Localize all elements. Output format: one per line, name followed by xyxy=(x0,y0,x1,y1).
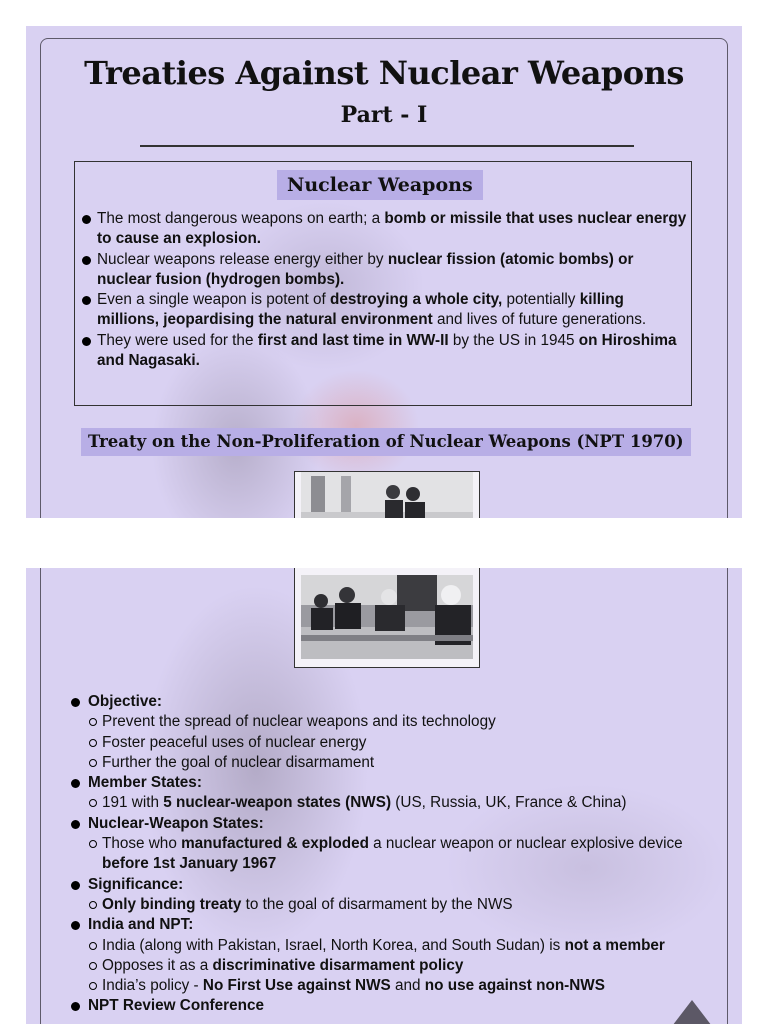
section-label: Significance: xyxy=(88,875,184,893)
text: Further the goal of nuclear disarmament xyxy=(102,753,375,771)
sub-item xyxy=(70,733,710,753)
bold-text: killing millions, jeopardising the natural environment xyxy=(97,291,624,329)
text: Those who xyxy=(102,835,182,853)
text: (US, Russia, UK, France & China) xyxy=(391,794,627,812)
text: They were used for the xyxy=(97,331,258,349)
text: Even a single weapon is potent of xyxy=(97,291,331,309)
signing-photo xyxy=(294,568,480,668)
signing-photo-image xyxy=(301,472,473,518)
bold-text: destroying a whole city, xyxy=(330,291,503,309)
text: a nuclear weapon or nuclear explosive device xyxy=(368,835,683,853)
text: Prevent the spread of nuclear weapons and its technology xyxy=(102,713,496,731)
bold-text: not a member xyxy=(564,936,665,954)
text: The most dangerous weapons on earth; a xyxy=(97,210,385,227)
section-label: India and NPT: xyxy=(88,916,194,934)
page-subtitle: Part - I xyxy=(340,102,428,128)
bullet-item xyxy=(81,290,687,331)
text: to the goal of disarmament by the NWS xyxy=(241,895,513,913)
section-item xyxy=(70,773,710,814)
sub-item xyxy=(70,712,710,732)
signing-photo xyxy=(294,471,480,518)
text: Nuclear weapons release energy either by xyxy=(97,250,388,268)
section-item xyxy=(70,875,710,916)
section-item xyxy=(70,692,710,773)
sub-item xyxy=(70,834,710,875)
sub-item xyxy=(70,793,710,813)
bold-text: first and last time in WW-II xyxy=(257,331,449,349)
box-heading: Nuclear Weapons xyxy=(277,170,483,200)
bold-text: no use against non-NWS xyxy=(424,977,605,995)
sub-item xyxy=(70,895,710,915)
sub-list xyxy=(88,895,710,915)
text: India (along with Pakistan, Israel, North Korea, and South Sudan) is xyxy=(102,936,565,954)
nuclear-weapons-box xyxy=(74,161,692,406)
text: 191 with xyxy=(102,794,164,812)
page-title: Treaties Against Nuclear Weapons xyxy=(84,54,684,92)
corner-decoration xyxy=(666,1000,718,1024)
title-divider xyxy=(140,145,634,147)
section-label: Nuclear-Weapon States: xyxy=(88,814,264,832)
bold-text: on Hiroshima and Nagasaki. xyxy=(97,331,677,370)
bullet-item xyxy=(81,250,687,291)
page-2 xyxy=(26,568,742,1024)
bold-text: discriminative disarmament policy xyxy=(212,956,464,974)
sub-item xyxy=(70,956,710,976)
bullet-item xyxy=(81,209,687,250)
text: Foster peaceful uses of nuclear energy xyxy=(102,733,367,751)
sub-item xyxy=(70,936,710,956)
bold-text: bomb or missile that uses nuclear energy to cause an explosion. xyxy=(97,210,687,248)
sub-list xyxy=(88,712,710,773)
bullet-item xyxy=(81,331,687,372)
text: potentially xyxy=(502,291,580,309)
text: and lives of future generations. xyxy=(432,311,647,329)
sub-item xyxy=(70,753,710,773)
sub-list xyxy=(88,936,710,997)
npt-heading: Treaty on the Non-Proliferation of Nuclear Weapons (NPT 1970) xyxy=(81,428,691,456)
bold-text: No First Use against NWS xyxy=(202,977,391,995)
signing-photo-image xyxy=(301,575,473,659)
text: by the US in 1945 xyxy=(448,331,579,349)
page-1 xyxy=(26,26,742,518)
bold-text: 5 nuclear-weapon states (NWS) xyxy=(163,794,392,812)
bold-text: nuclear fission (atomic bombs) or nuclear fusion (hydrogen bombs). xyxy=(97,250,634,288)
bold-text: manufactured & exploded xyxy=(181,835,369,853)
text: Opposes it as a xyxy=(102,956,213,974)
section-item xyxy=(70,996,710,1016)
npt-details-list xyxy=(70,692,710,1017)
section-item xyxy=(70,814,710,875)
nuclear-weapons-bullets xyxy=(81,209,687,371)
sub-item xyxy=(70,976,710,996)
bold-text: before 1st January 1967 xyxy=(102,855,277,873)
sub-list xyxy=(88,834,710,875)
bold-text: Only binding treaty xyxy=(102,895,242,913)
text: and xyxy=(390,977,425,995)
section-label: Objective: xyxy=(88,693,162,710)
section-label: NPT Review Conference xyxy=(88,997,264,1015)
section-item xyxy=(70,915,710,996)
text: India’s policy - xyxy=(102,977,203,995)
sub-list xyxy=(88,793,710,813)
section-label: Member States: xyxy=(88,774,202,792)
